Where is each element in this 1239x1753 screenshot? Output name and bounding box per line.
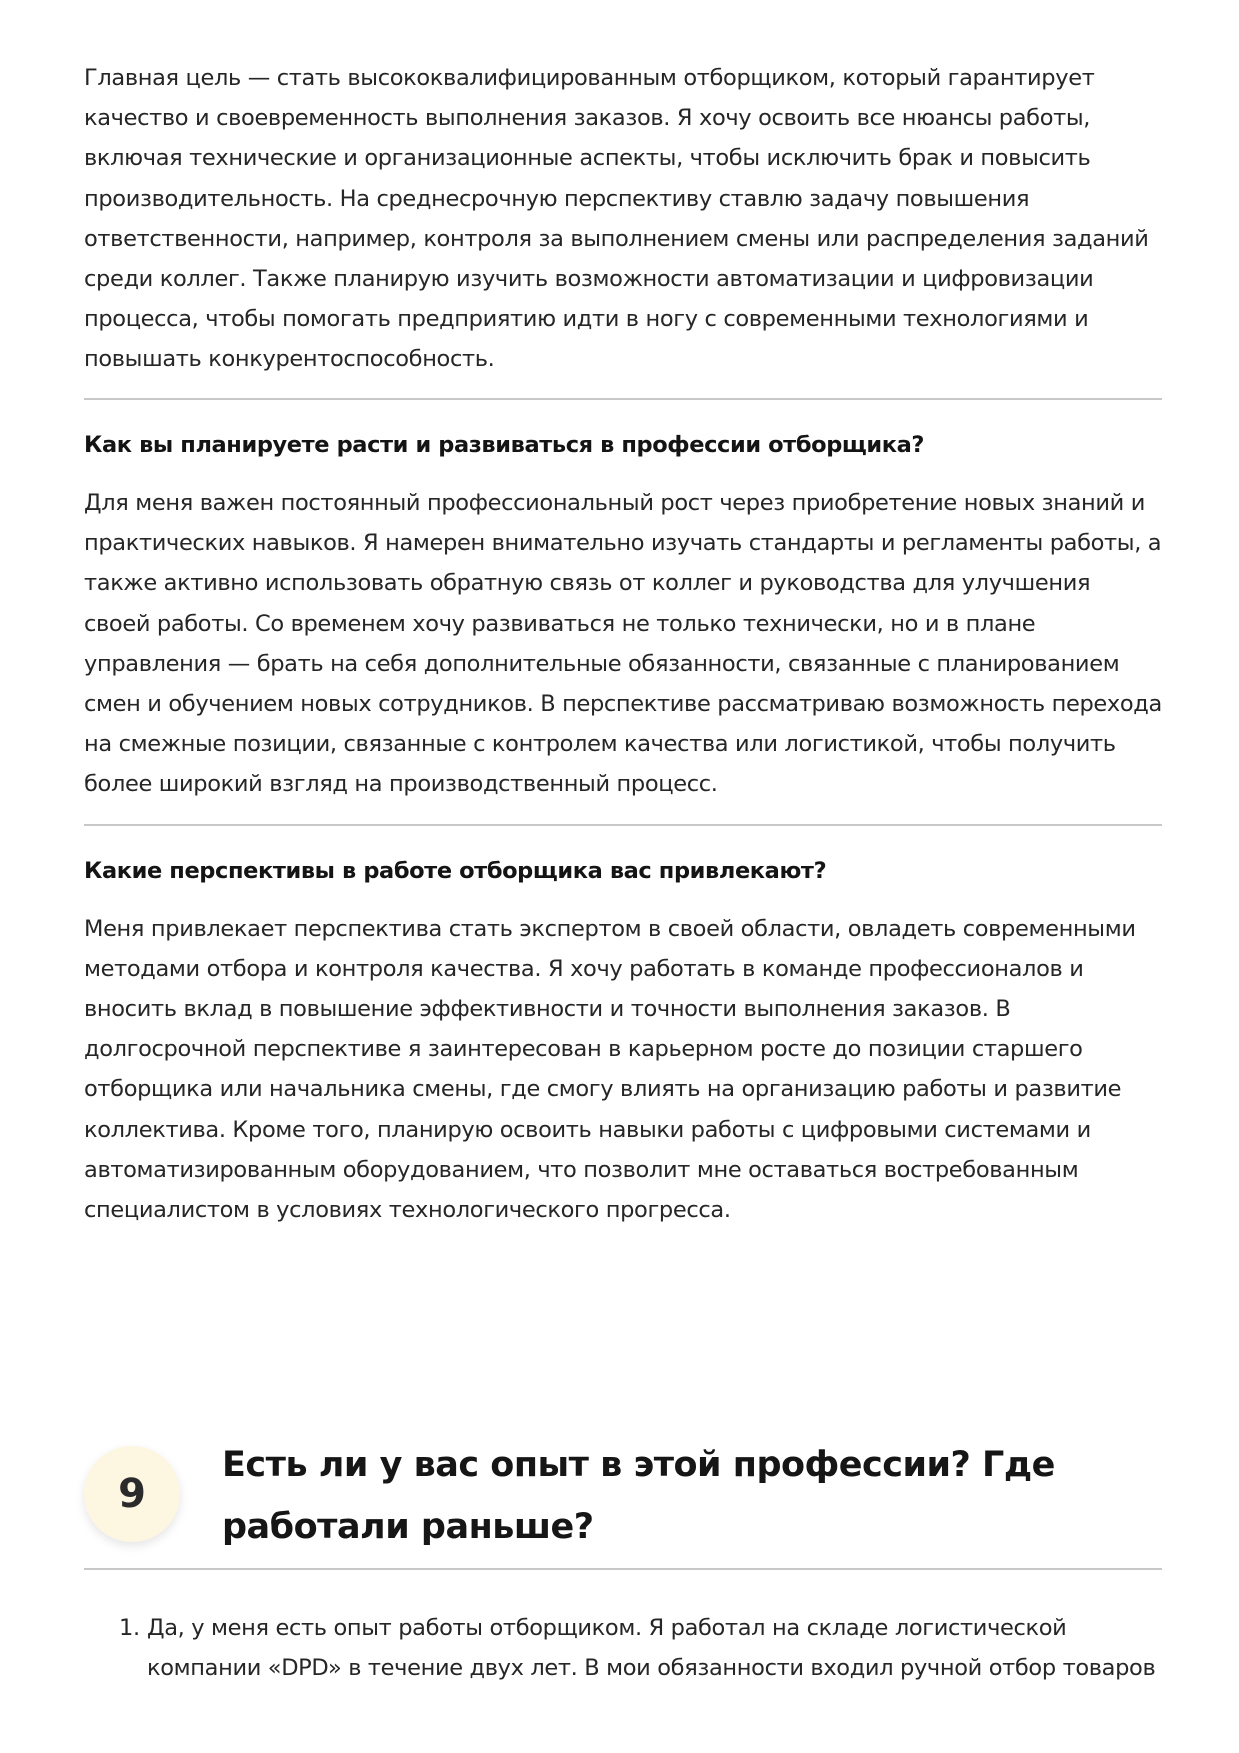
section-header (84, 1434, 1162, 1568)
list-item (84, 1608, 1162, 1688)
intro-paragraph: Главная цель — стать высококвалифицированным отборщиком, который гарантирует качество и своевременность выполнения заказов. Я хочу освоить все нюансы работы, включая технические и организационные аспекты, чтобы исключить брак и повысить производительность. На среднесрочную перспективу ставлю задачу повышения ответственности, например, контроля за выполнением смены или распределения заданий среди коллег. Также планирую изучить возможности автоматизации и цифровизации процесса, чтобы помогать предприятию идти в ногу с современными технологиями и повышать конкурентоспособность. (84, 65, 1149, 373)
section-divider (84, 824, 1162, 826)
answer-paragraph: Для меня важен постоянный профессиональный рост через приобретение новых знаний и практических навыков. Я намерен внимательно изучать стандарты и регламенты работы, а также активно использовать обратную связь от коллег и руководства для улучшения своей работы. Со временем хочу развиваться не только технически, но и в плане управления — брать на себя дополнительные обязанности, связанные с планированием смен и обучением новых сотрудников. В перспективе рассматриваю возможность перехода на смежные позиции, связанные с контролем качества или логистикой, чтобы получить более широкий взгляд на производственный процесс. (84, 490, 1162, 798)
article-body (84, 58, 1162, 1230)
list-item-number: 1. (119, 1615, 140, 1641)
answer-paragraph: Меня привлекает перспектива стать экспертом в своей области, овладеть современными методами отбора и контроля качества. Я хочу работать в команде профессионалов и вносить вклад в повышение эффективности и точности выполнения заказов. В долгосрочной перспективе я заинтересован в карьерном росте до позиции старшего отборщика или начальника смены, где смогу влиять на организацию работы и развитие коллектива. Кроме того, планирую освоить навыки работы с цифровыми системами и автоматизированным оборудованием, что позволит мне оставаться востребованным специалистом в условиях технологического прогресса. (84, 915, 1136, 1224)
section-title: Есть ли у вас опыт в этой профессии? Где работали раньше? (222, 1445, 1055, 1547)
section-divider (84, 1568, 1162, 1570)
question-heading: Как вы планируете расти и развиваться в профессии отборщика? (84, 432, 925, 458)
experience-list (84, 1608, 1162, 1688)
section-divider (84, 398, 1162, 400)
list-item-text: Да, у меня есть опыт работы отборщиком. Я работал на складе логистической компании «DPD» в течение двух лет. В мои обязанности входил ручной отбор товаров (147, 1615, 1156, 1682)
question-heading: Какие перспективы в работе отборщика вас привлекают? (84, 857, 827, 884)
section-number-badge: 9 (84, 1446, 180, 1542)
